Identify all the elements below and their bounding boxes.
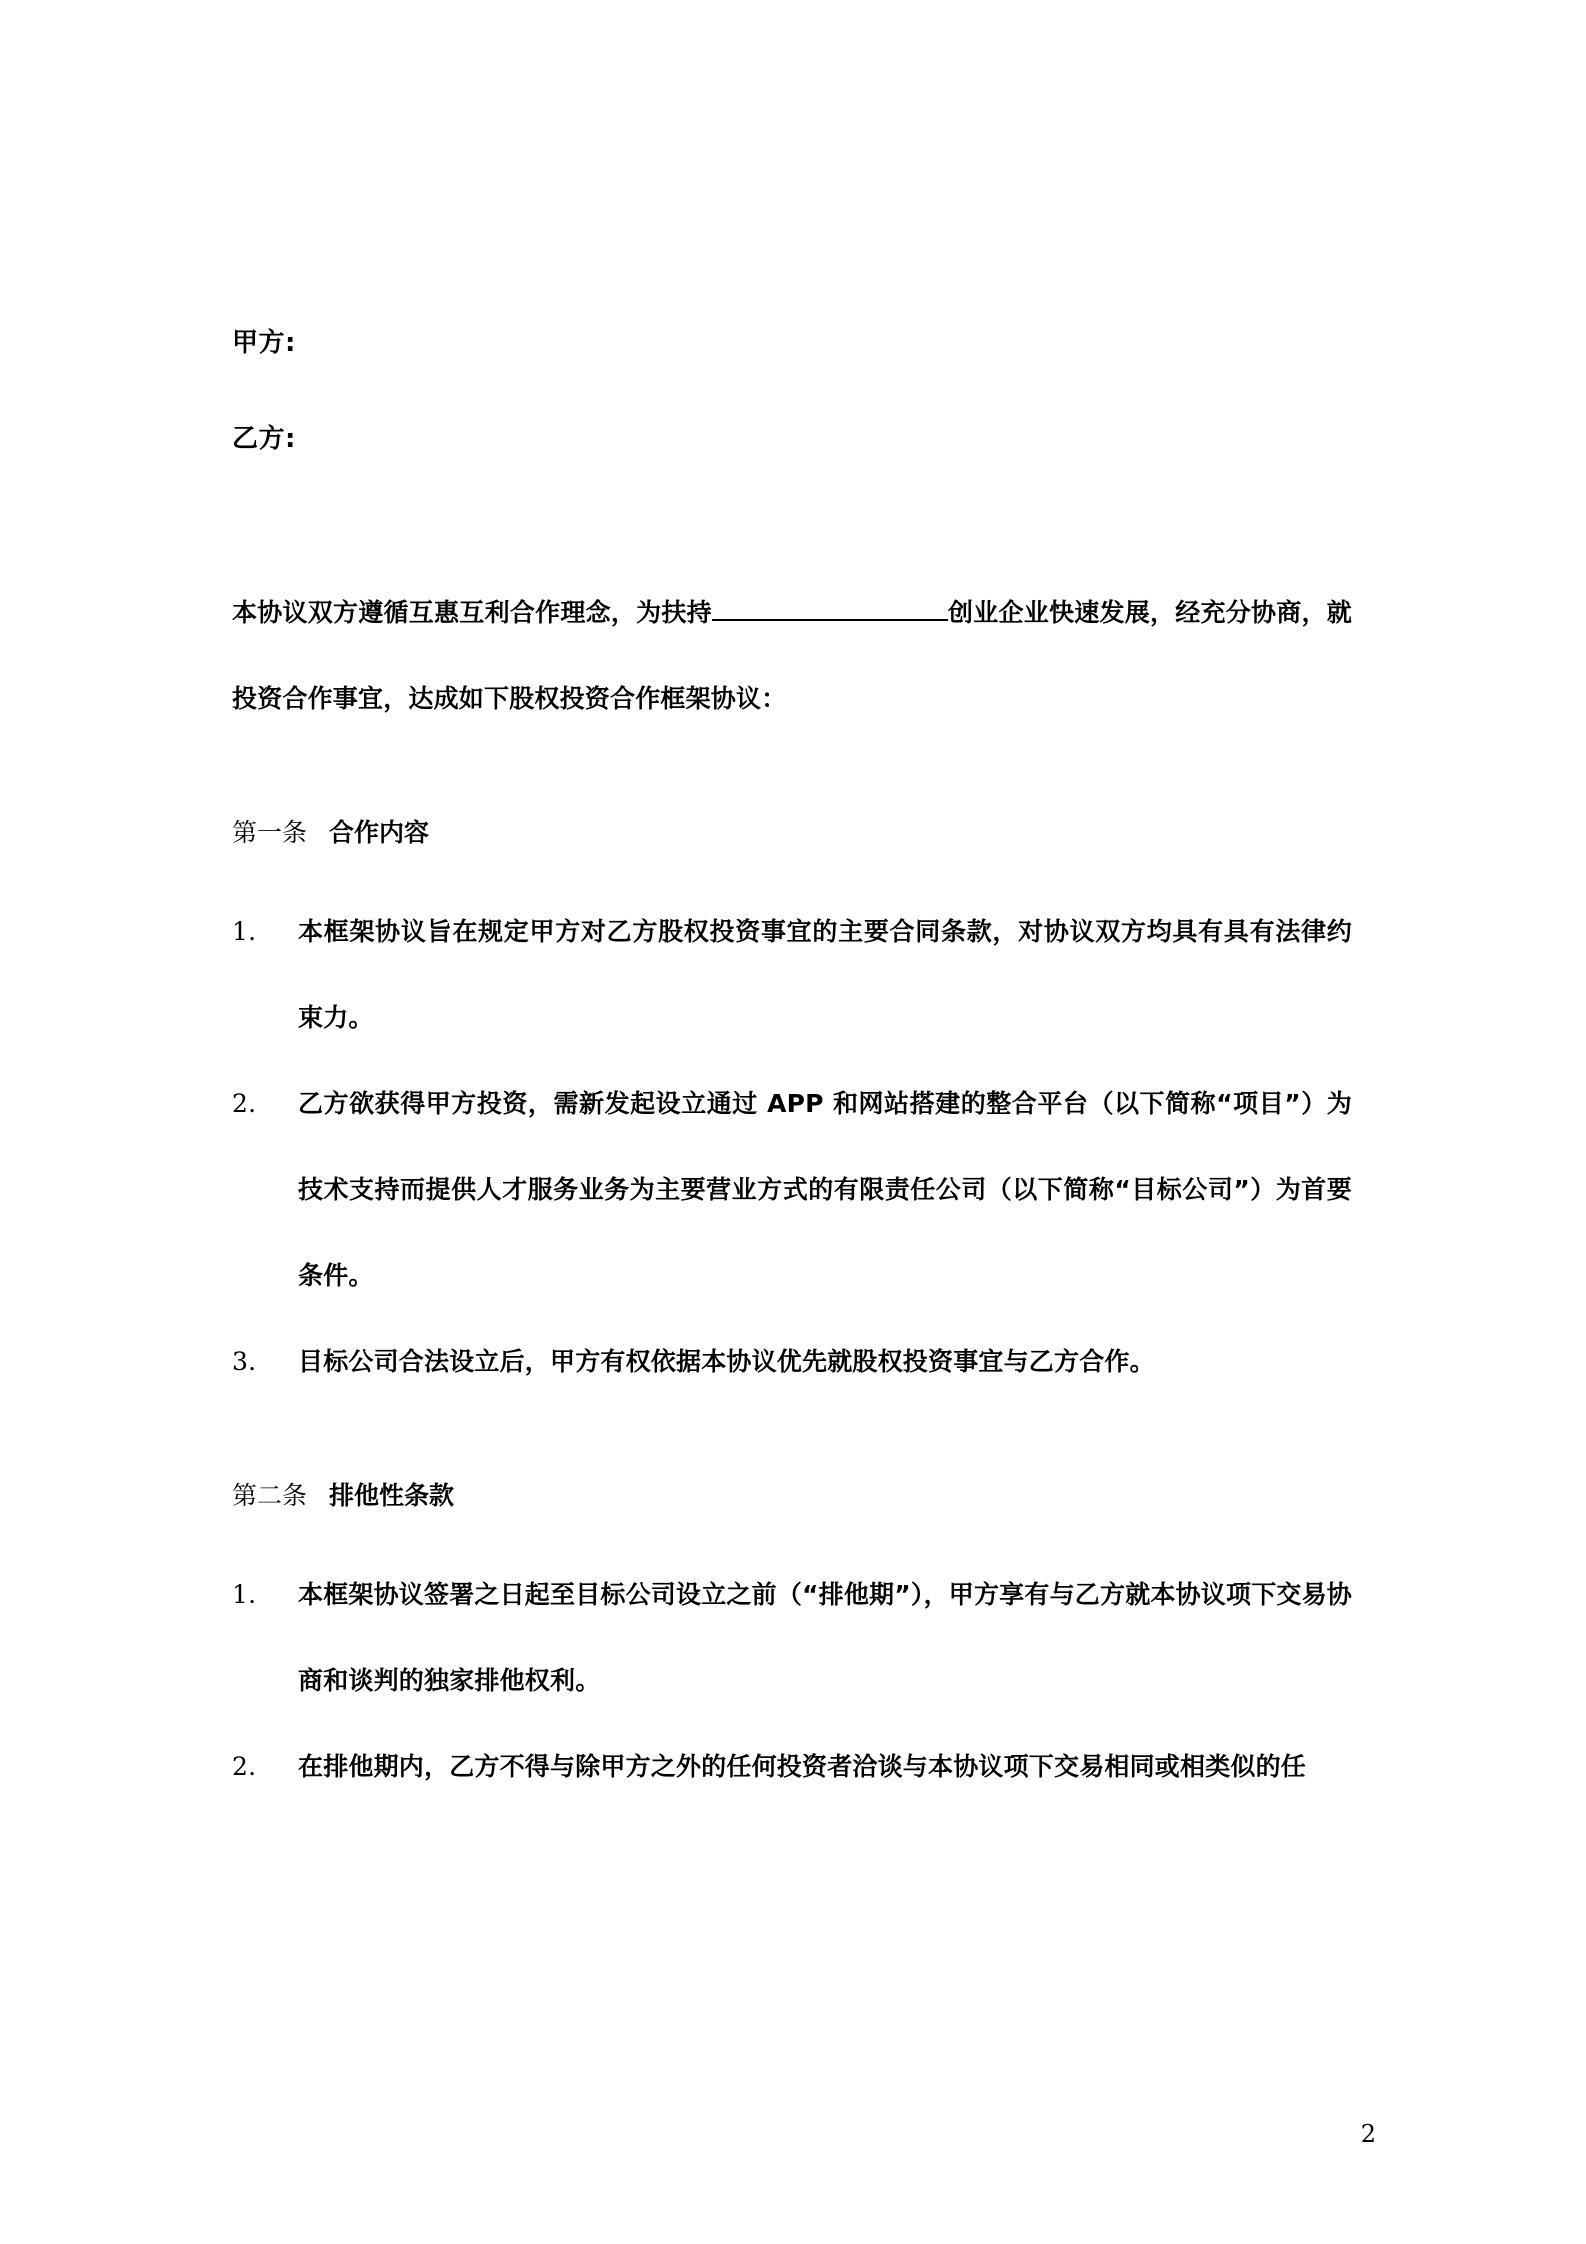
list-item-text-3: 项目”）为技术支持而提供人才服务业务为主要营业方式的有限责任公司（以下简称“目标公司”）为首要条件。: [298, 1089, 1352, 1290]
list-item-text-2: 的整合平台（以下简称“: [960, 1089, 1233, 1118]
list-marker: 3.: [232, 1347, 257, 1376]
page-number: 2: [1360, 2120, 1376, 2148]
spacer: [232, 452, 1352, 570]
list-item-text: 目标公司合法设立后，甲方有权依据本协议优先就股权投资事宜与乙方合作。: [298, 1347, 1155, 1376]
list-item: [232, 889, 1352, 1061]
list-marker: 1.: [232, 1580, 257, 1609]
spacer: [232, 845, 1352, 889]
list-marker: 2.: [232, 1752, 257, 1781]
preamble-text-1: 本协议双方遵循互惠互利合作理念，为扶持: [232, 598, 712, 627]
section-title: 合作内容: [329, 818, 430, 847]
party-a-label: 甲方:: [232, 328, 296, 358]
section-heading-1: [232, 820, 1352, 845]
list-item: [232, 1724, 1352, 1810]
list-item: [232, 1552, 1352, 1724]
section-heading-2: [232, 1483, 1352, 1508]
section-number: 第一条: [232, 818, 308, 847]
section-title: 排他性条款: [329, 1481, 455, 1510]
section-number: 第二条: [232, 1481, 308, 1510]
spacer: [232, 1405, 1352, 1483]
preamble-paragraph: [232, 570, 1352, 742]
list-item-text-1: 乙方欲获得甲方投资，需新发起设立通过 APP 和网站搭建: [298, 1089, 961, 1118]
party-b-label: 乙方:: [232, 424, 296, 454]
list-item-text: 在排他期内，乙方不得与除甲方之外的任何投资者洽谈与本协议项下交易相同或相类似的任: [298, 1752, 1307, 1781]
list-marker: 2.: [232, 1089, 257, 1118]
list-marker: 1.: [232, 917, 257, 946]
list-item: [232, 1061, 1352, 1319]
document-body: [232, 330, 1352, 1810]
list-item-text: 本框架协议旨在规定甲方对乙方股权投资事宜的主要合同条款，对协议双方均具有具有法律约束力。: [298, 917, 1352, 1032]
spacer: [232, 356, 1352, 426]
spacer: [232, 1508, 1352, 1552]
preamble-text-2: 创业企业快速发展，经充分协商，就投资合作事宜，达成如下股权投资合作框架协议：: [232, 598, 1352, 713]
list-item-text: 本框架协议签署之日起至目标公司设立之前（“排他期”），甲方享有与乙方就本协议项下交易协商和谈判的独家排他权利。: [298, 1580, 1352, 1695]
list-item: [232, 1319, 1352, 1405]
preamble-blank-field[interactable]: [712, 619, 948, 621]
spacer: [232, 742, 1352, 820]
